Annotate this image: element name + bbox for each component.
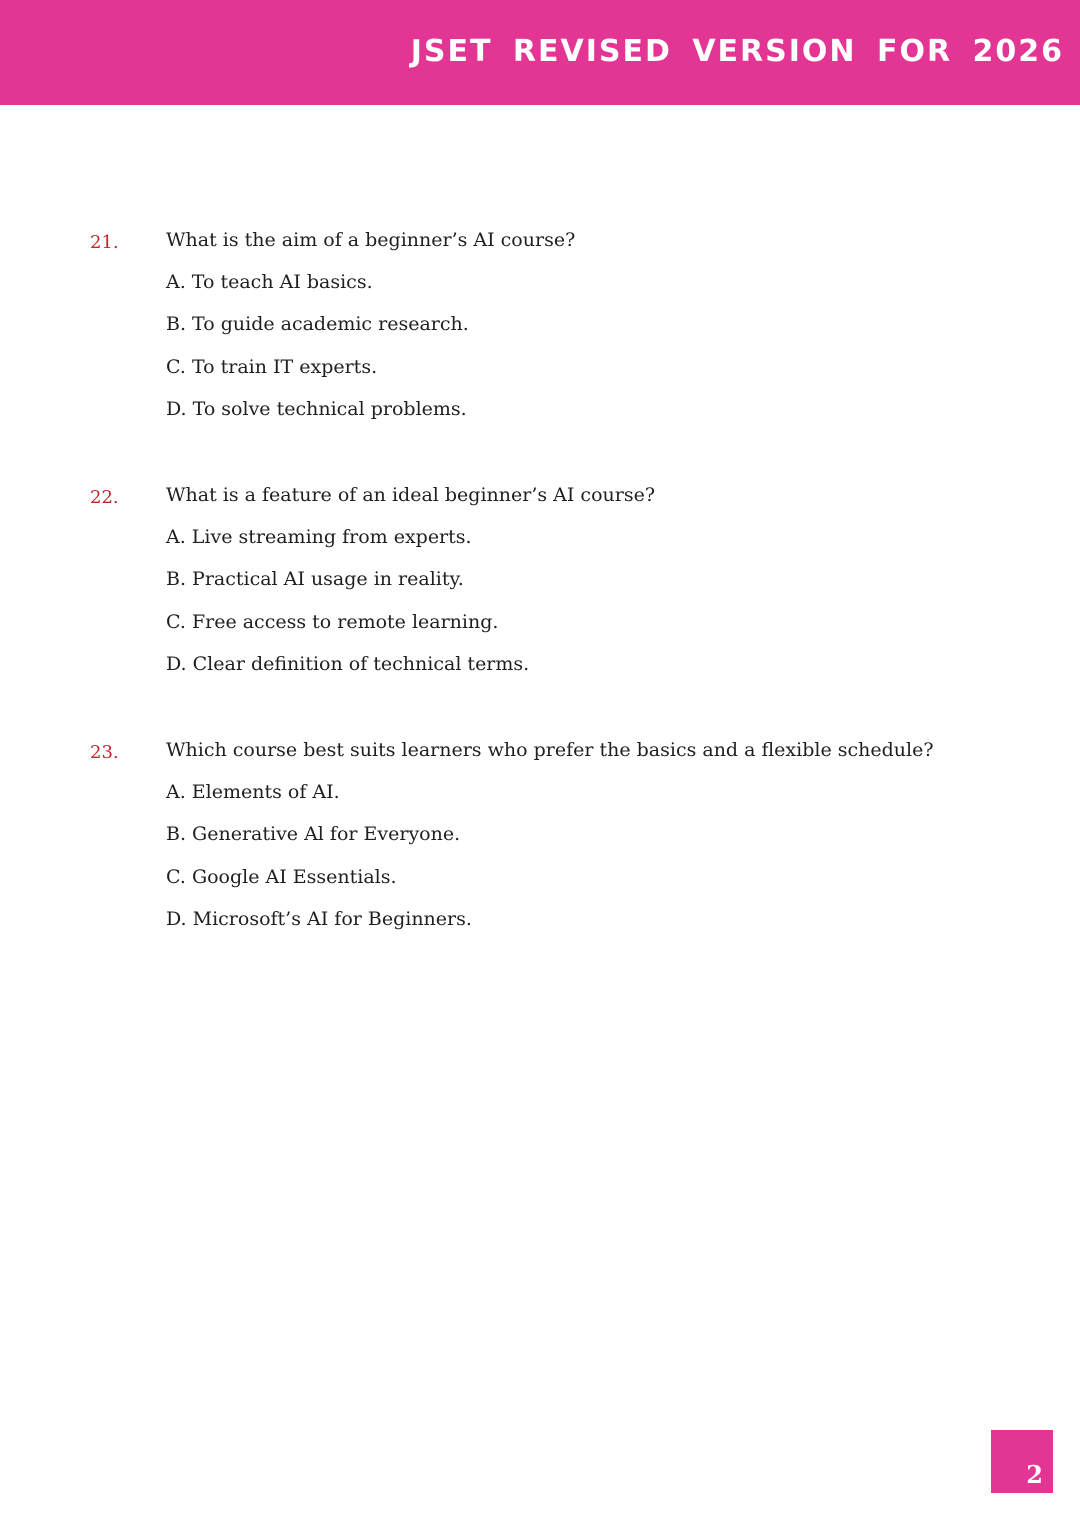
option-a: A. Elements of AI.: [166, 781, 340, 803]
option-b: B. Generative Al for Everyone.: [166, 823, 461, 845]
question-stem: Which course best suits learners who prefer the basics and a flexible schedule?: [166, 739, 934, 761]
page-number: 2: [1026, 1460, 1043, 1489]
option-c: C. Free access to remote learning.: [166, 611, 499, 633]
header-band: [0, 0, 1080, 105]
question-number: 23.: [90, 742, 119, 763]
question-number: 22.: [90, 487, 119, 508]
option-c: C. To train IT experts.: [166, 356, 378, 378]
page-number-badge: [991, 1430, 1053, 1493]
option-a: A. Live streaming from experts.: [166, 526, 472, 548]
option-b: B. Practical AI usage in reality.: [166, 568, 464, 590]
question-stem: What is the aim of a beginner’s AI course?: [166, 229, 576, 251]
option-c: C. Google AI Essentials.: [166, 866, 397, 888]
header-title: JSET REVISED VERSION FOR 2026: [410, 34, 1064, 69]
question-stem: What is a feature of an ideal beginner’s AI course?: [166, 484, 656, 506]
question-number: 21.: [90, 232, 119, 253]
option-d: D. To solve technical problems.: [166, 398, 467, 420]
option-a: A. To teach AI basics.: [166, 271, 373, 293]
option-b: B. To guide academic research.: [166, 313, 469, 335]
option-d: D. Clear definition of technical terms.: [166, 653, 530, 675]
option-d: D. Microsoft’s AI for Beginners.: [166, 908, 472, 930]
